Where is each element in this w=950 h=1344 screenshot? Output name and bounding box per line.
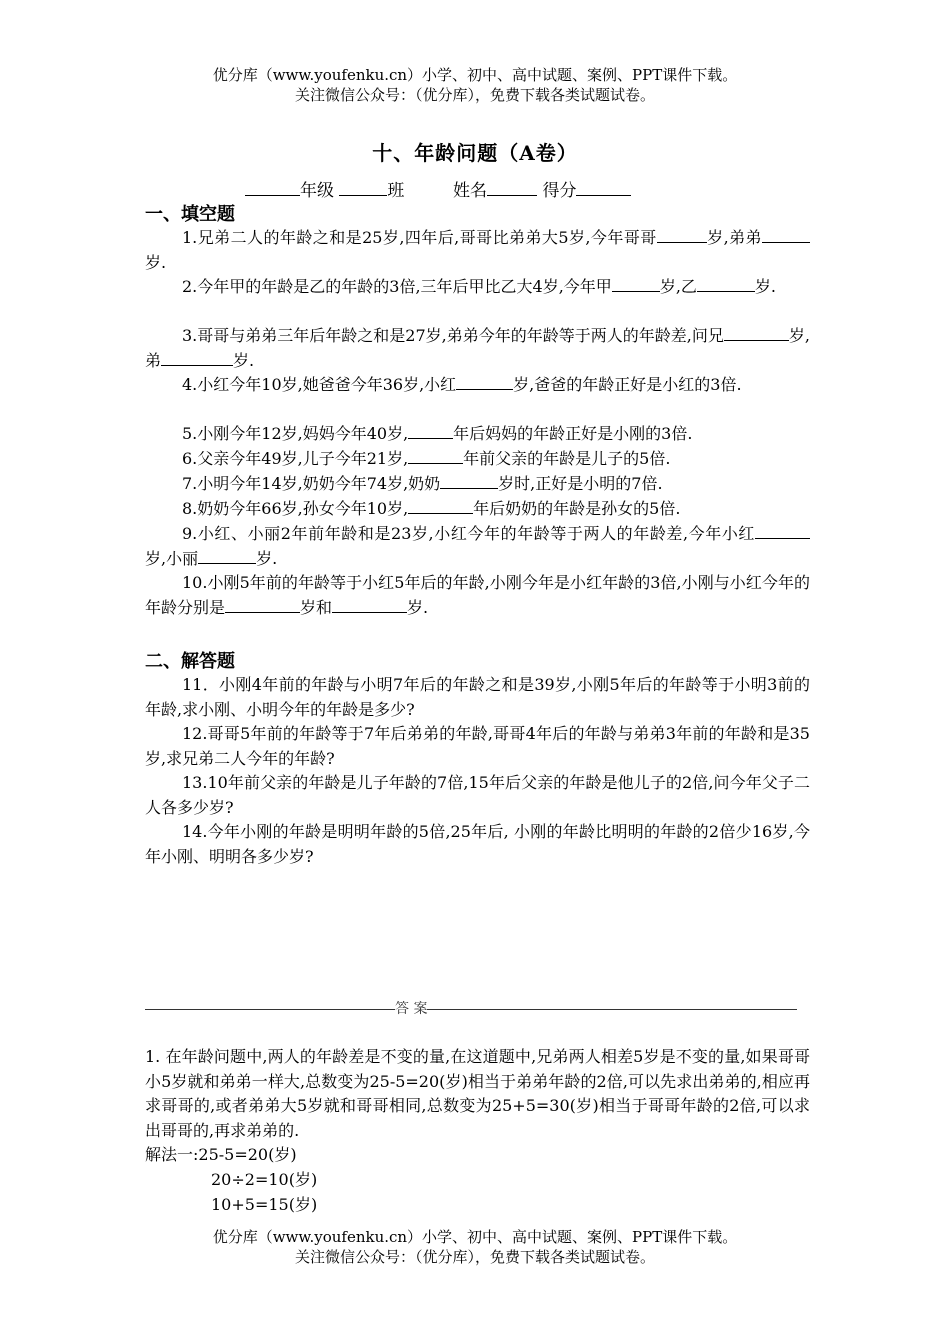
q5-text-b: 年后妈妈的年龄正好是小刚的3倍. xyxy=(453,424,693,443)
page-title: 十、年龄问题（A卷） xyxy=(372,141,578,165)
q10-text-c: 岁. xyxy=(407,597,429,617)
question-2 xyxy=(145,275,810,300)
q2-blank-1 xyxy=(612,277,660,292)
question-11: 11．小刚4年前的年龄与小明7年后的年龄之和是39岁,小刚5年后的年龄等于小明3前的年龄,求小刚、小明今年的年龄是多少? xyxy=(145,675,810,719)
q5-blank-1 xyxy=(408,424,453,439)
q3-blank-1 xyxy=(724,326,789,341)
question-10 xyxy=(145,571,810,620)
q9-blank-1 xyxy=(755,524,810,539)
question-13: 13.10年前父亲的年龄是儿子年龄的7倍,15年后父亲的年龄是他儿子的2倍,问今年父子二人各多少岁? xyxy=(145,773,810,817)
q1-text-c: 岁. xyxy=(145,252,167,272)
q10-blank-2 xyxy=(332,598,407,613)
q4-text-a: 4.小红今年10岁,她爸爸今年36岁,小红 xyxy=(182,375,457,394)
q2-text-a: 2.今年甲的年龄是乙的年龄的3倍,三年后甲比乙大4岁,今年甲 xyxy=(182,277,612,296)
name-blank xyxy=(487,179,537,196)
header-line-2: 关注微信公众号：（优分库），免费下载各类试题试卷。 xyxy=(294,86,655,104)
question-7 xyxy=(145,472,810,497)
q7-text-a: 7.小明今年14岁,奶奶今年74岁,奶奶 xyxy=(182,474,441,493)
question-6 xyxy=(145,447,810,472)
question-3 xyxy=(145,324,810,373)
answer-1-method: 解法一:25-5=20(岁) xyxy=(145,1145,297,1164)
question-14: 14.今年小刚的年龄是明明年龄的5倍,25年后, 小刚的年龄比明明的年龄的2倍少16岁,今年小刚、明明各多少岁? xyxy=(145,822,810,866)
question-4 xyxy=(145,373,810,398)
question-8 xyxy=(145,497,810,522)
q10-text-a: 10.小刚5年前的年龄等于小红5年后的年龄,小刚今年是小红年龄的3倍,小刚与小红今年的年龄分别是 xyxy=(145,573,810,617)
question-1 xyxy=(145,226,810,275)
answer-1-step-2: 20÷2=10(岁) xyxy=(211,1170,318,1189)
q3-blank-2 xyxy=(161,351,233,366)
score-blank xyxy=(576,179,631,196)
divider-line-right xyxy=(427,1009,797,1010)
grade-label: 年级 xyxy=(300,181,334,201)
answer-divider xyxy=(145,998,805,1018)
header-line-1: 优分库（www.youfenku.cn）小学、初中、高中试题、案例、PPT课件下载。 xyxy=(212,66,738,84)
q7-text-b: 岁时,正好是小明的7倍. xyxy=(498,474,663,493)
q9-text-b: 岁,小丽 xyxy=(145,548,199,568)
section-answer-title: 二、解答题 xyxy=(145,651,235,672)
q9-text-a: 9.小红、小丽2年前年龄和是23岁,小红今年的年龄等于两人的年龄差,今年小红 xyxy=(182,524,755,543)
q8-text-a: 8.奶奶今年66岁,孙女今年10岁, xyxy=(182,499,409,518)
q7-blank-1 xyxy=(440,474,498,489)
q6-text-a: 6.父亲今年49岁,儿子今年21岁, xyxy=(182,449,409,468)
class-blank xyxy=(339,179,387,196)
q6-text-b: 年前父亲的年龄是儿子的5倍. xyxy=(463,449,671,468)
question-5 xyxy=(145,422,810,447)
q3-text-a: 3.哥哥与弟弟三年后年龄之和是27岁,弟弟今年的年龄等于两人的年龄差,问兄 xyxy=(182,326,724,345)
q1-text-a: 1.兄弟二人的年龄之和是25岁,四年后,哥哥比弟弟大5岁,今年哥哥 xyxy=(182,228,657,247)
q1-text-b: 岁,弟弟 xyxy=(706,228,762,247)
divider-line-left xyxy=(145,1009,395,1010)
score-label: 得分 xyxy=(542,181,577,201)
q5-text-a: 5.小刚今年12岁,妈妈今年40岁, xyxy=(182,424,409,443)
q9-text-c: 岁. xyxy=(256,548,278,568)
section-fill-in-title: 一、填空题 xyxy=(145,204,235,225)
class-label: 班 xyxy=(387,181,405,201)
q2-text-b: 岁,乙 xyxy=(659,277,697,296)
grade-blank xyxy=(245,179,300,196)
q1-blank-2 xyxy=(762,228,810,243)
q8-text-b: 年后奶奶的年龄是孙女的5倍. xyxy=(473,499,681,518)
q3-text-b: 岁,弟 xyxy=(145,326,810,370)
answer-1-explanation: 1. 在年龄问题中,两人的年龄差是不变的量,在这道题中,兄弟两人相差5岁是不变的量,如果哥哥小5岁就和弟弟一样大,总数变为25-5=20(岁)相当于弟弟年龄的2倍,可以先求出弟弟的,相应再求哥哥的,或者弟弟大5岁就和哥哥相同,总数变为25+5=30(岁)相当于哥哥年龄的2倍,可以求出哥哥的,再求弟弟的. xyxy=(145,1047,810,1140)
footer-line-2: 关注微信公众号：（优分库），免费下载各类试题试卷。 xyxy=(294,1248,655,1266)
q1-blank-1 xyxy=(657,228,707,243)
q9-blank-2 xyxy=(198,549,256,564)
q3-text-c: 岁. xyxy=(233,350,255,370)
q2-blank-2 xyxy=(697,277,755,292)
footer-line-1: 优分库（www.youfenku.cn）小学、初中、高中试题、案例、PPT课件下载。 xyxy=(212,1228,738,1246)
question-12: 12.哥哥5年前的年龄等于7年后弟弟的年龄,哥哥4年后的年龄与弟弟3年前的年龄和是35岁,求兄弟二人今年的年龄? xyxy=(145,724,810,768)
q4-blank-1 xyxy=(456,375,513,390)
q10-text-b: 岁和 xyxy=(300,597,333,617)
question-9 xyxy=(145,522,810,571)
answer-1-step-3: 10+5=15(岁) xyxy=(211,1195,318,1214)
q4-text-b: 岁,爸爸的年龄正好是小红的3倍. xyxy=(513,375,742,394)
name-label: 姓名 xyxy=(453,181,488,201)
q2-text-c: 岁. xyxy=(754,277,776,296)
answer-divider-label: 答 案 xyxy=(395,1001,428,1017)
q6-blank-1 xyxy=(408,449,463,464)
q8-blank-1 xyxy=(408,499,473,514)
q10-blank-1 xyxy=(225,598,300,613)
student-info-line xyxy=(245,176,631,201)
